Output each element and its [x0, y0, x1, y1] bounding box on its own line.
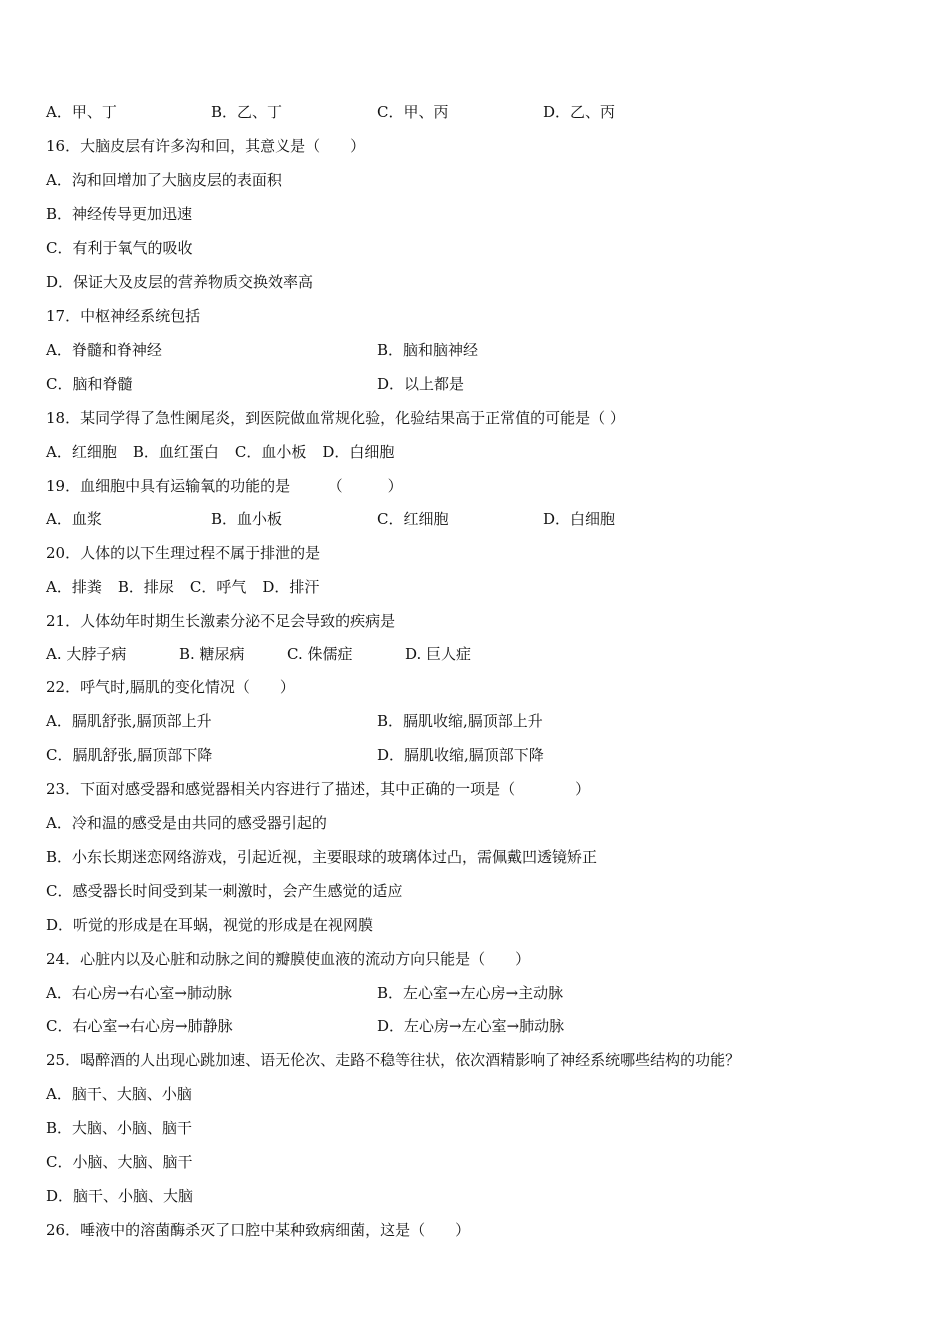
q18-option-d: D．白细胞: [322, 443, 395, 461]
q19-stem: 19．血细胞中具有运输氧的功能的是 （ ）: [46, 477, 403, 495]
q25-option-d: D．脑干、小脑、大脑: [46, 1187, 194, 1205]
q15-option-c: C．甲、丙: [377, 103, 449, 121]
q21-option-c: C. 侏儒症: [287, 645, 353, 663]
q25-stem: 25．喝醉酒的人出现心跳加速、语无伦次、走路不稳等往状，依次酒精影响了神经系统哪些结构的功能？: [46, 1051, 741, 1069]
q20-option-b: B．排尿: [117, 578, 174, 596]
q23-option-d: D．听觉的形成是在耳蜗，视觉的形成是在视网膜: [46, 916, 374, 934]
q26-stem: 26．唾液中的溶菌酶杀灭了口腔中某种致病细菌，这是（ ）: [46, 1221, 471, 1239]
q18-options: [46, 440, 394, 464]
q24-option-a: A．右心房→右心室→肺动脉: [46, 984, 232, 1002]
q16-option-b: B．神经传导更加迅速: [46, 205, 193, 223]
q16-option-a: A．沟和回增加了大脑皮层的表面积: [46, 171, 282, 189]
q21-option-d: D. 巨人症: [405, 645, 472, 663]
q24-stem: 24．心脏内以及心脏和动脉之间的瓣膜使血液的流动方向只能是（ ）: [46, 950, 531, 968]
q20-options: [46, 575, 319, 599]
q24-option-b: B．左心室→左心房→主动脉: [377, 984, 564, 1002]
q17-option-b: B．脑和脑神经: [377, 341, 479, 359]
q17-option-c: C．脑和脊髓: [46, 375, 133, 393]
q20-stem: 20．人体的以下生理过程不属于排泄的是: [46, 544, 321, 562]
q16-stem: 16．大脑皮层有许多沟和回，其意义是（ ）: [46, 137, 366, 155]
q22-option-b: B．膈肌收缩,膈顶部上升: [377, 712, 543, 730]
q19-option-a: A．血浆: [46, 510, 102, 528]
q16-option-d: D．保证大及皮层的营养物质交换效率高: [46, 273, 314, 291]
q18-option-c: C．血小板: [234, 443, 307, 461]
q19-option-c: C．红细胞: [377, 510, 449, 528]
q25-option-b: B．大脑、小脑、脑干: [46, 1119, 193, 1137]
q23-option-b: B．小东长期迷恋网络游戏，引起近视，主要眼球的玻璃体过凸，需佩戴凹透镜矫正: [46, 848, 598, 866]
q15-option-a: A．甲、丁: [46, 103, 117, 121]
q15-option-b: B．乙、丁: [211, 103, 283, 121]
q21-stem: 21．人体幼年时期生长激素分泌不足会导致的疾病是: [46, 612, 396, 630]
q22-option-d: D．膈肌收缩,膈顶部下降: [377, 746, 544, 764]
q19-option-b: B．血小板: [211, 510, 283, 528]
q16-option-c: C．有利于氧气的吸收: [46, 239, 193, 257]
q24-option-c: C．右心室→右心房→肺静脉: [46, 1017, 233, 1035]
q22-stem: 22．呼气时,膈肌的变化情况（ ）: [46, 678, 295, 696]
q23-option-c: C．感受器长时间受到某一刺激时，会产生感觉的适应: [46, 882, 403, 900]
q20-option-c: C．呼气: [189, 578, 247, 596]
q18-option-a: A．红细胞: [46, 443, 117, 461]
q25-option-a: A．脑干、大脑、小脑: [46, 1085, 192, 1103]
q23-stem: 23．下面对感受器和感觉器相关内容进行了描述，其中正确的一项是（ ）: [46, 780, 591, 798]
q22-option-a: A．膈肌舒张,膈顶部上升: [46, 712, 212, 730]
q22-option-c: C．膈肌舒张,膈顶部下降: [46, 746, 213, 764]
q21-option-a: A. 大脖子病: [46, 645, 127, 663]
q24-option-d: D．左心房→左心室→肺动脉: [377, 1017, 565, 1035]
q18-stem: 18．某同学得了急性阑尾炎，到医院做血常规化验，化验结果高于正常值的可能是（ ）: [46, 409, 625, 427]
q23-option-a: A．冷和温的感受是由共同的感受器引起的: [46, 814, 327, 832]
q20-option-d: D．排汗: [262, 578, 320, 596]
q17-option-d: D．以上都是: [377, 375, 465, 393]
q20-option-a: A．排粪: [46, 578, 102, 596]
q17-stem: 17．中枢神经系统包括: [46, 307, 201, 325]
q18-option-b: B．血红蛋白: [132, 443, 219, 461]
q21-option-b: B. 糖尿病: [179, 645, 245, 663]
q15-option-d: D．乙、丙: [543, 103, 616, 121]
q25-option-c: C．小脑、大脑、脑干: [46, 1153, 193, 1171]
q19-option-d: D．白细胞: [543, 510, 616, 528]
q17-option-a: A．脊髓和脊神经: [46, 341, 162, 359]
